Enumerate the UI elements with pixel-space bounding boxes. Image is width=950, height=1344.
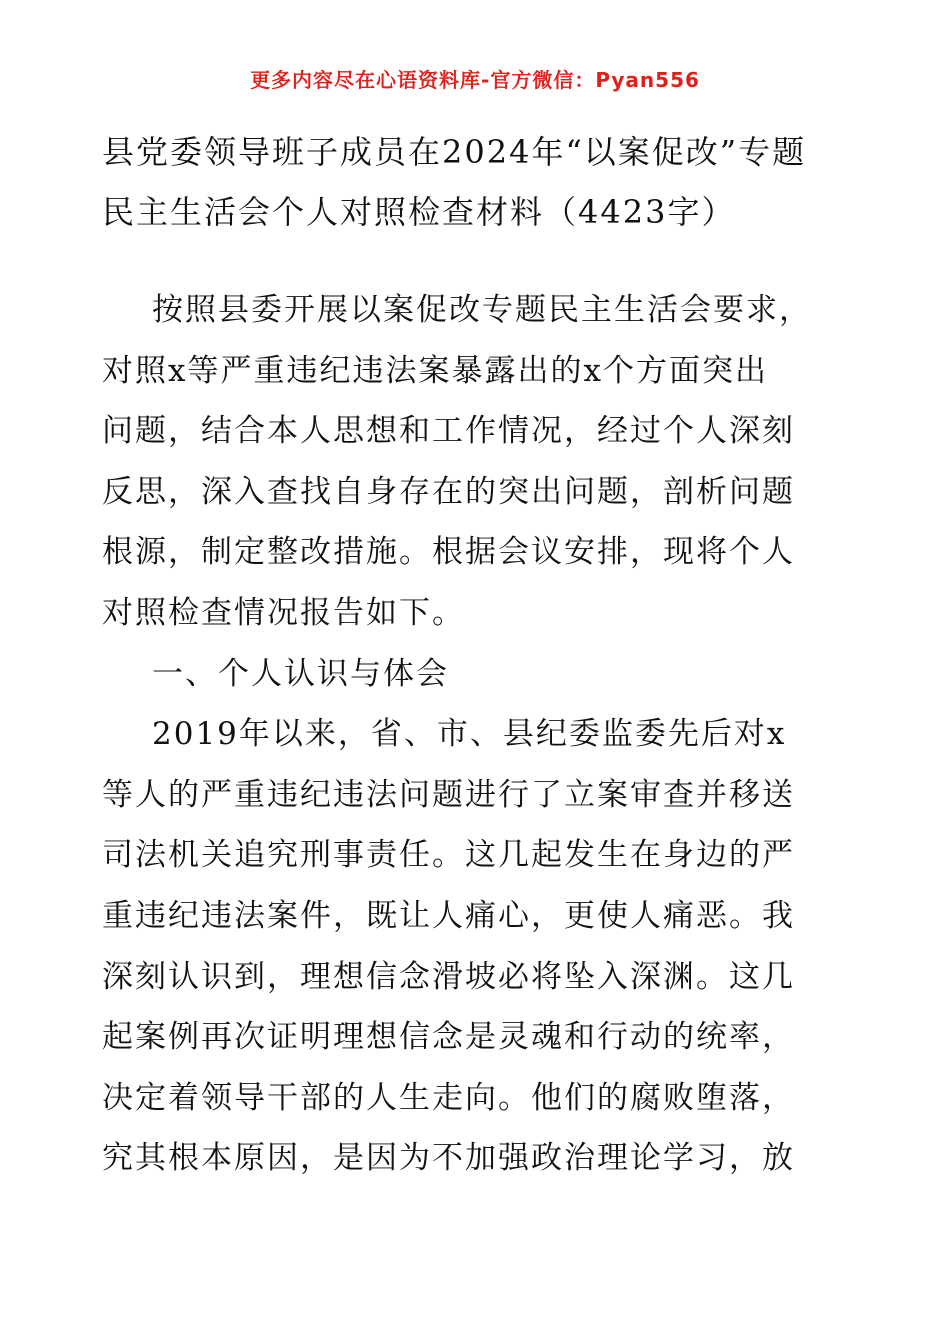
paragraph-line: 按照县委开展以案促改专题民主生活会要求， xyxy=(152,292,812,328)
paragraph-line: 对照x等严重违纪违法案暴露出的x个方面突出 xyxy=(102,352,768,389)
document-body xyxy=(102,280,862,1189)
paragraph-line: 根源，制定整改措施。根据会议安排，现将个人 xyxy=(102,534,795,571)
paragraph-line: 深刻认识到，理想信念滑坡必将坠入深渊。这几 xyxy=(102,958,795,995)
paragraph-line: 起案例再次证明理想信念是灵魂和行动的统率， xyxy=(102,1019,795,1056)
paragraph-line: 司法机关追究刑事责任。这几起发生在身边的严 xyxy=(102,837,795,874)
paragraph-line: 对照检查情况报告如下。 xyxy=(102,594,465,631)
paragraph-line: 究其根本原因，是因为不加强政治理论学习，放 xyxy=(102,1140,795,1177)
paragraph-line: 2019年以来，省、市、县纪委监委先后对x xyxy=(152,716,787,753)
paragraph-line: 等人的严重违纪违法问题进行了立案审查并移送 xyxy=(102,776,795,813)
paragraph-line: 反思，深入查找自身存在的突出问题，剖析问题 xyxy=(102,473,795,510)
title-line-1: 县党委领导班子成员在2024年“以案促改”专题 xyxy=(102,133,807,171)
title-line-2: 民主生活会个人对照检查材料（4423字） xyxy=(102,193,736,231)
paragraph-line: 重违纪违法案件，既让人痛心，更使人痛恶。我 xyxy=(102,897,795,934)
document-title xyxy=(102,122,862,242)
watermark-banner: 更多内容尽在心语资料库-官方微信：Pyan556 xyxy=(250,68,700,92)
paragraph-line: 决定着领导干部的人生走向。他们的腐败堕落， xyxy=(102,1079,795,1116)
section-heading: 一、个人认识与体会 xyxy=(152,655,449,692)
paragraph-line: 问题，结合本人思想和工作情况，经过个人深刻 xyxy=(102,413,795,450)
